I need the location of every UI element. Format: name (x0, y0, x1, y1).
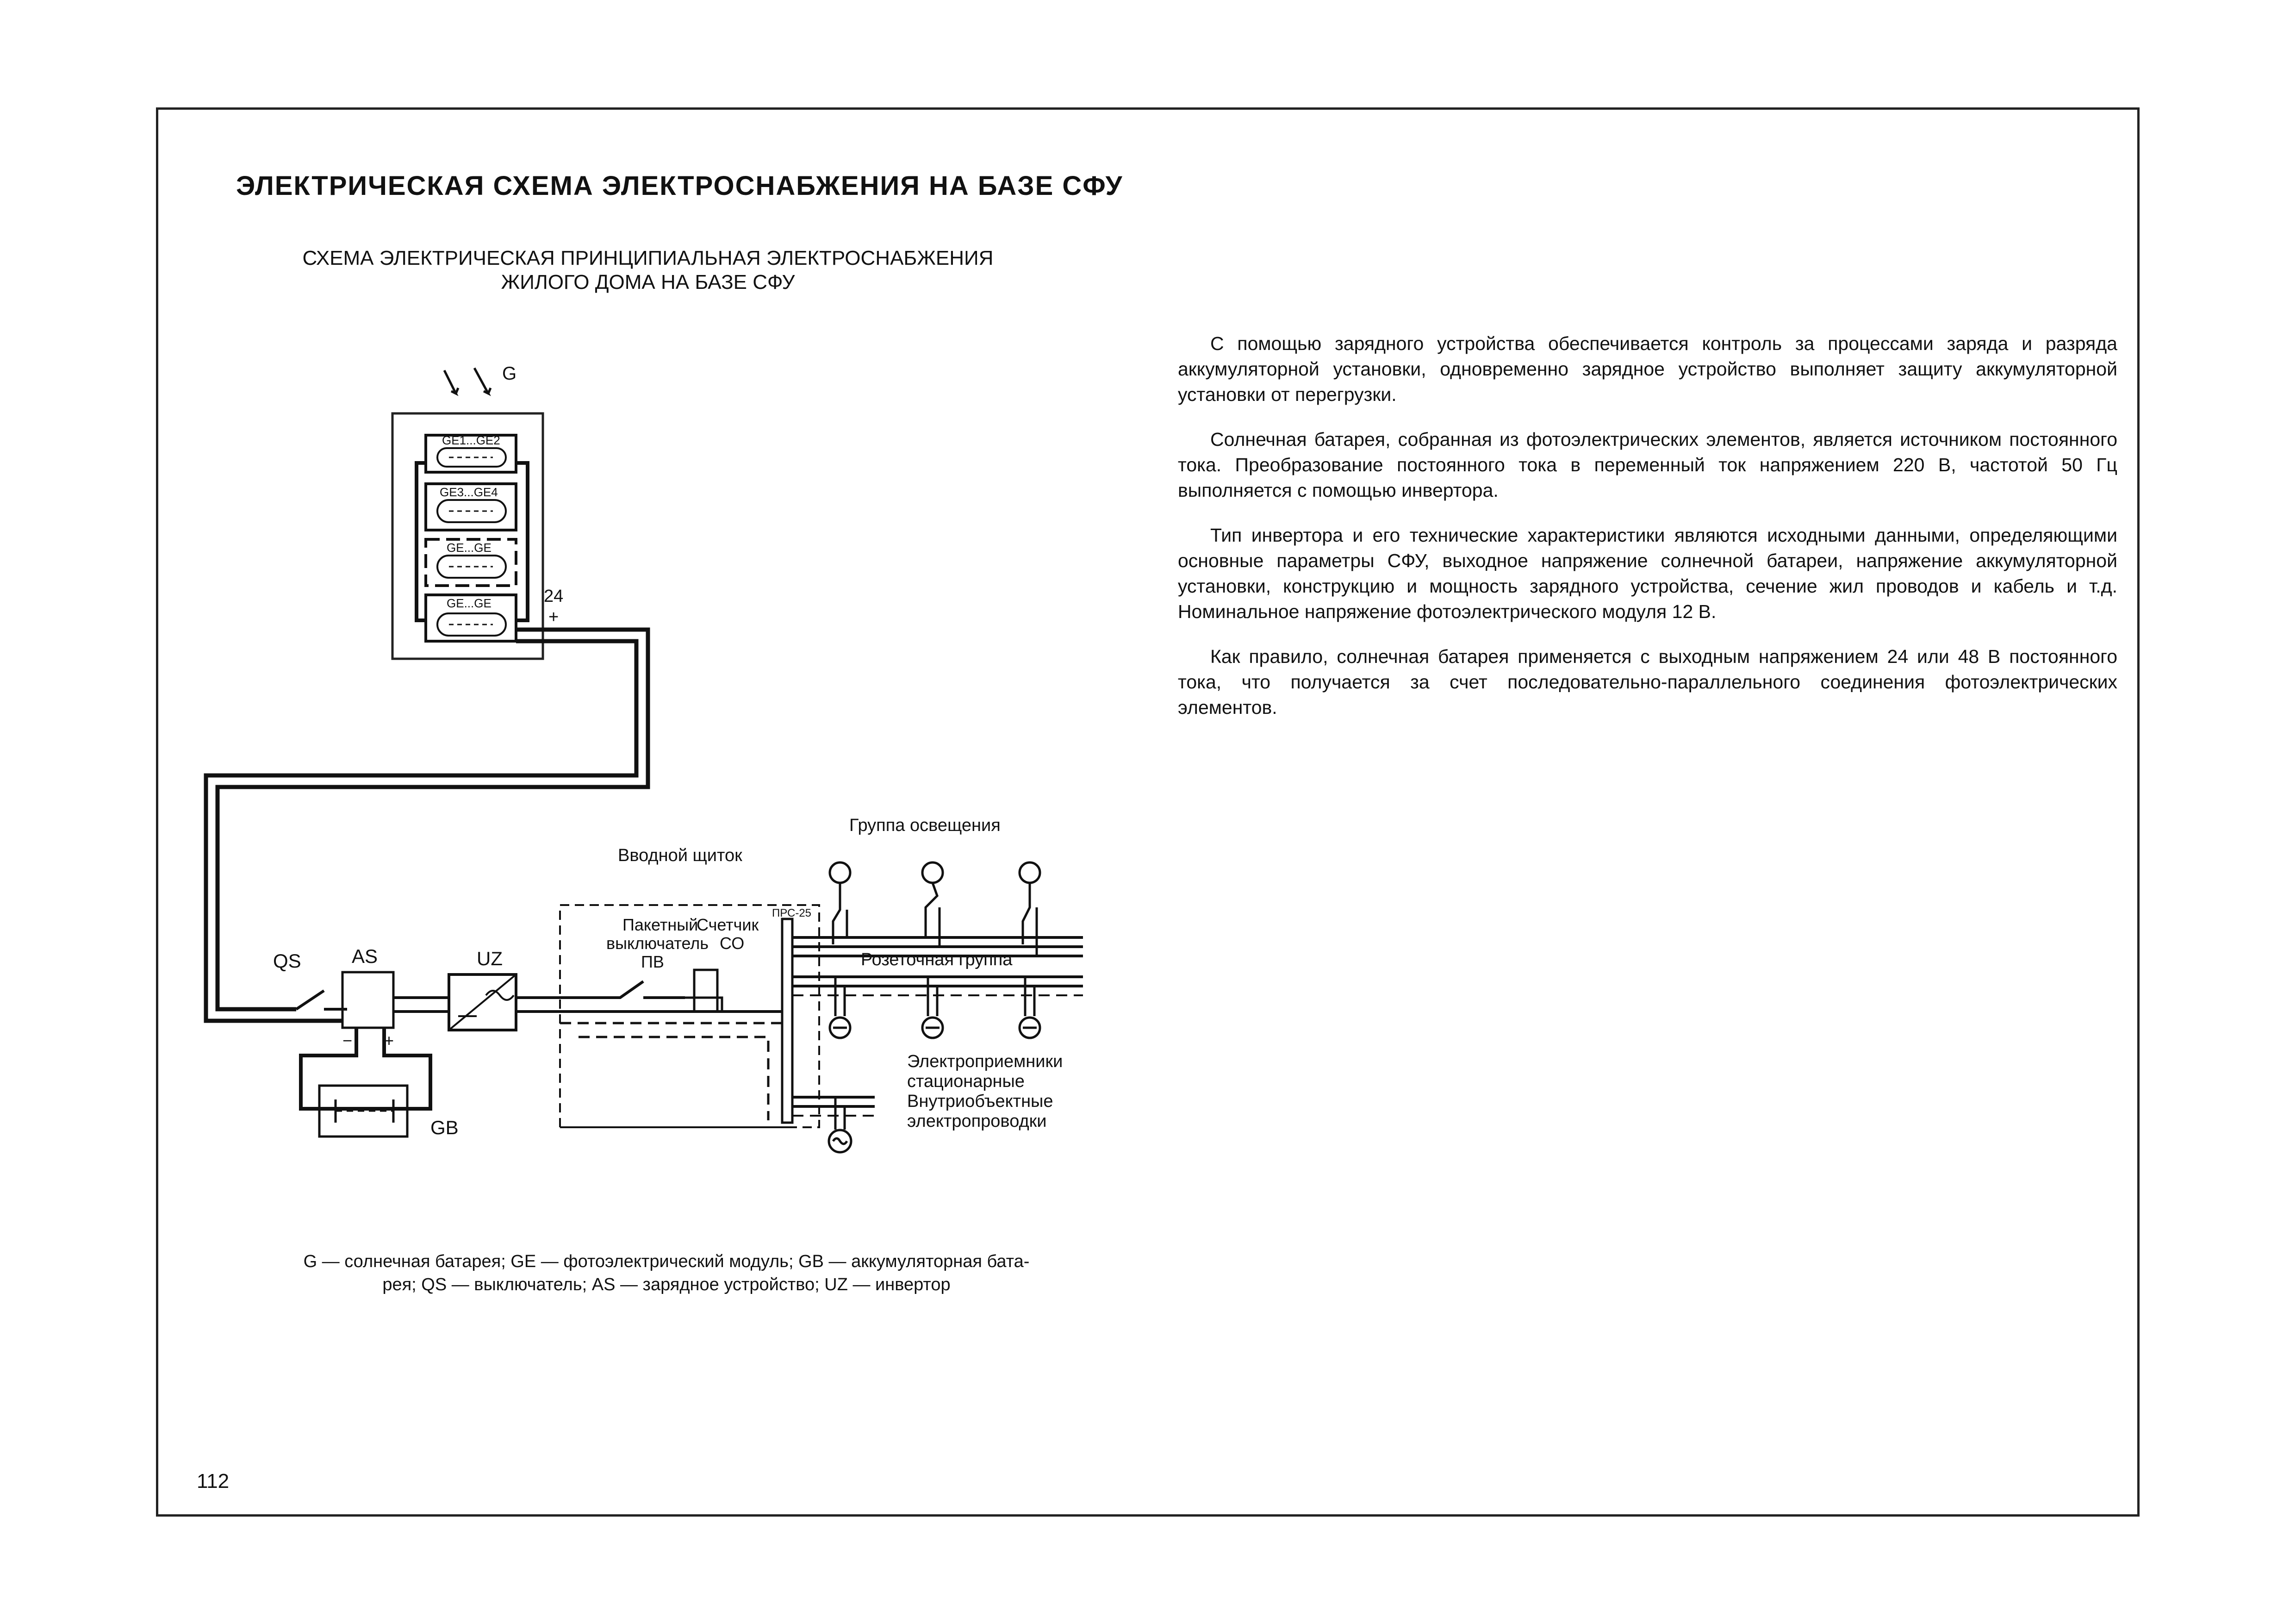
caption-line1: G — солнечная батарея; GE — фотоэлектрический модуль; GB — аккумуляторная бата- (303, 1252, 1030, 1271)
label-sockets: Розеточная группа (861, 950, 1013, 969)
lamp-icon (830, 862, 850, 944)
label-ge3: GE...GE (447, 541, 492, 555)
label-consumers-line4: электропроводки (907, 1112, 1047, 1131)
label-switch-line1: Пакетный (622, 915, 698, 934)
paragraph: Как правило, солнечная батарея применяется с выходным напряжением 24 или 48 В постоянного тока, что получается за счет последовательно-параллельного соединения фотоэлектрических элементов. (1178, 646, 2117, 718)
label-consumers-line3: Внутриобъектные (907, 1092, 1053, 1111)
sunlight-arrows-icon (444, 368, 491, 394)
label-lighting: Группа освещения (849, 816, 1001, 835)
page-title: ЭЛЕКТРИЧЕСКАЯ СХЕМА ЭЛЕКТРОСНАБЖЕНИЯ НА БАЗЕ СФУ (236, 171, 1123, 201)
body-text (1178, 331, 2117, 740)
label-ge1: GE1...GE2 (442, 433, 500, 447)
consumer-lines (792, 1097, 875, 1116)
ac-cable (516, 981, 782, 1012)
label-as: AS (352, 945, 378, 967)
qs-switch (296, 991, 347, 1009)
neutral-line (560, 1023, 787, 1120)
paragraph: Тип инвертора и его технические характеристики являются исходными данными, определяющими основные параметры СФУ, выходное напряжение солнечной батареи, напряжение аккумуляторной установки, конструкцию и мощность зарядного устройства, сечение жил проводов и кабель и т.д. Номинальное напряжение фотоэлектрического модуля 12 В. (1178, 525, 2117, 622)
paragraph: С помощью зарядного устройства обеспечивается контроль за процессами заряда и разряда аккумуляторной установки, одновременно зарядное устройство выполняет защиту аккумуляторной установки от перегрузки. (1178, 333, 2117, 405)
label-ge2: GE3...GE4 (440, 485, 498, 499)
gb-battery (301, 1028, 430, 1137)
dc-cable (206, 630, 648, 1021)
caption-line2: рея; QS — выключатель; AS — зарядное устройство; UZ — инвертор (382, 1275, 951, 1294)
label-ge4: GE...GE (447, 596, 492, 610)
label-as-plus: + (384, 1031, 394, 1050)
label-meter-line2: СО (720, 934, 745, 953)
label-gb: GB (430, 1117, 459, 1138)
label-plus: + (548, 607, 559, 627)
label-switch-line2: выключатель (606, 934, 709, 953)
bus-bar (782, 919, 792, 1123)
label-qs: QS (273, 950, 301, 972)
label-meter-line1: Счетчик (697, 915, 759, 934)
as-charger (342, 972, 393, 1028)
label-as-minus: − (342, 1031, 353, 1050)
meter (685, 970, 722, 1012)
label-bus: ПРС-25 (772, 907, 812, 919)
uz-inverter (449, 974, 516, 1030)
label-consumers-line2: стационарные (907, 1072, 1025, 1091)
label-voltage: 24 (544, 587, 564, 606)
label-uz: UZ (477, 948, 503, 969)
charger-inverter-cable (393, 998, 449, 1012)
lamp-icon (1020, 862, 1040, 956)
label-switch-line3: ПВ (641, 952, 664, 971)
label-g: G (502, 363, 517, 384)
diagram-caption (259, 1250, 1074, 1296)
lamp-icon (922, 862, 943, 947)
diagram-title-line2: ЖИЛОГО ДОМА НА БАЗЕ СФУ (501, 271, 795, 294)
page-number: 112 (197, 1470, 230, 1493)
paragraph: Солнечная батарея, собранная из фотоэлектрических элементов, является источником постоянного тока. Преобразование постоянного тока в переменный ток напряжением 220 В, частотой 50 Гц выполняется с помощью инвертора. (1178, 429, 2117, 501)
diagram-title-line1: СХЕМА ЭЛЕКТРИЧЕСКАЯ ПРИНЦИПИАЛЬНАЯ ЭЛЕКТРОСНАБЖЕНИЯ (302, 247, 994, 269)
label-minus: − (548, 631, 559, 650)
label-input-panel: Вводной щиток (618, 846, 742, 865)
label-consumers-line1: Электроприемники (907, 1052, 1063, 1071)
